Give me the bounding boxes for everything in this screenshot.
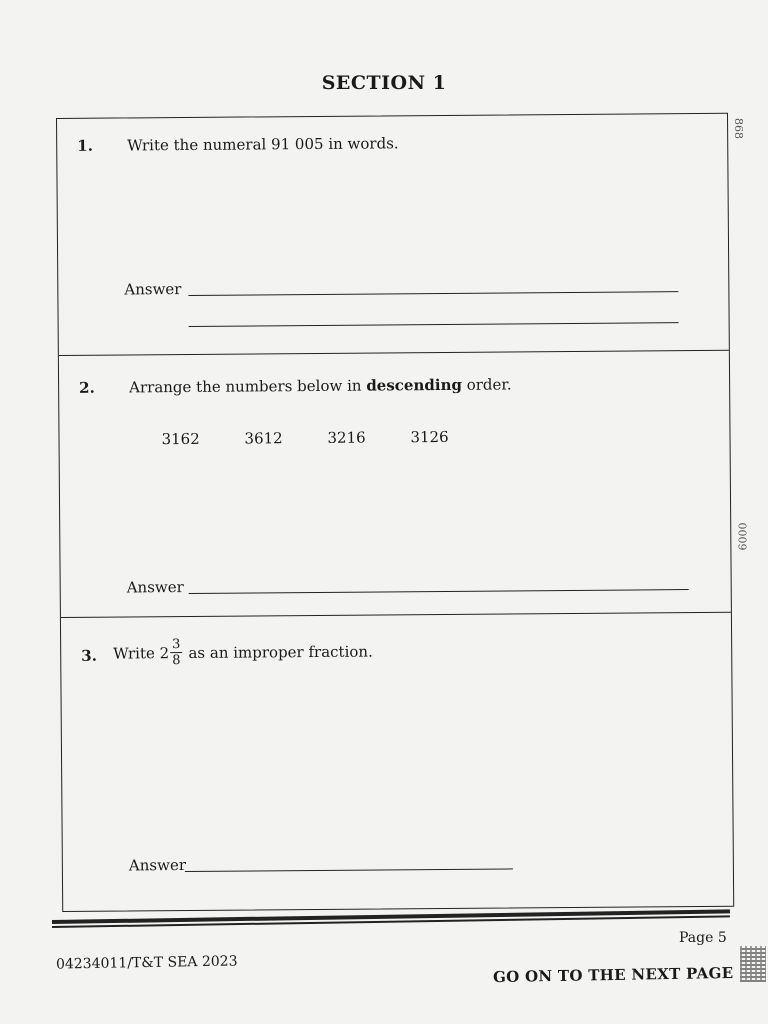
question-number: 2. <box>79 378 95 397</box>
datamatrix-icon <box>740 946 766 982</box>
answer-line[interactable] <box>185 868 513 872</box>
number-list <box>161 428 488 449</box>
question-text: Write the numeral 91 005 in words. <box>127 134 399 155</box>
answer-label: Answer <box>124 280 182 299</box>
question-text-part: Write 2 <box>113 643 170 663</box>
question-3 <box>61 612 733 911</box>
question-number: 3. <box>81 646 97 665</box>
answer-line[interactable] <box>189 589 689 594</box>
questions-frame <box>56 113 734 912</box>
question-text <box>129 375 512 396</box>
question-text-part: order. <box>461 375 512 394</box>
fraction-denominator: 8 <box>172 653 181 669</box>
fraction-numerator: 3 <box>170 638 182 653</box>
answer-line[interactable] <box>189 322 679 327</box>
margin-code-top: 868 <box>732 118 745 139</box>
question-number: 1. <box>77 136 93 155</box>
page-number: Page 5 <box>679 930 727 946</box>
number-item: 3162 <box>161 429 200 449</box>
question-text <box>113 637 373 668</box>
margin-code-middle: 0009 <box>735 522 749 551</box>
number-item: 3126 <box>410 427 449 447</box>
question-2 <box>59 350 731 618</box>
answer-label: Answer <box>126 578 184 597</box>
question-1 <box>57 114 729 356</box>
answer-line[interactable] <box>188 291 678 296</box>
fraction <box>170 638 183 667</box>
number-item: 3612 <box>244 429 283 448</box>
go-to-next-page: GO ON TO THE NEXT PAGE <box>492 963 734 987</box>
number-item: 3216 <box>327 428 366 447</box>
answer-label: Answer <box>128 856 187 875</box>
document-code: 04234011/T&T SEA 2023 <box>55 953 238 973</box>
question-text-bold: descending <box>366 375 462 395</box>
section-title: SECTION 1 <box>321 72 447 94</box>
question-text-part: Arrange the numbers below in <box>129 376 367 397</box>
question-text-part: as an improper fraction. <box>188 642 373 662</box>
